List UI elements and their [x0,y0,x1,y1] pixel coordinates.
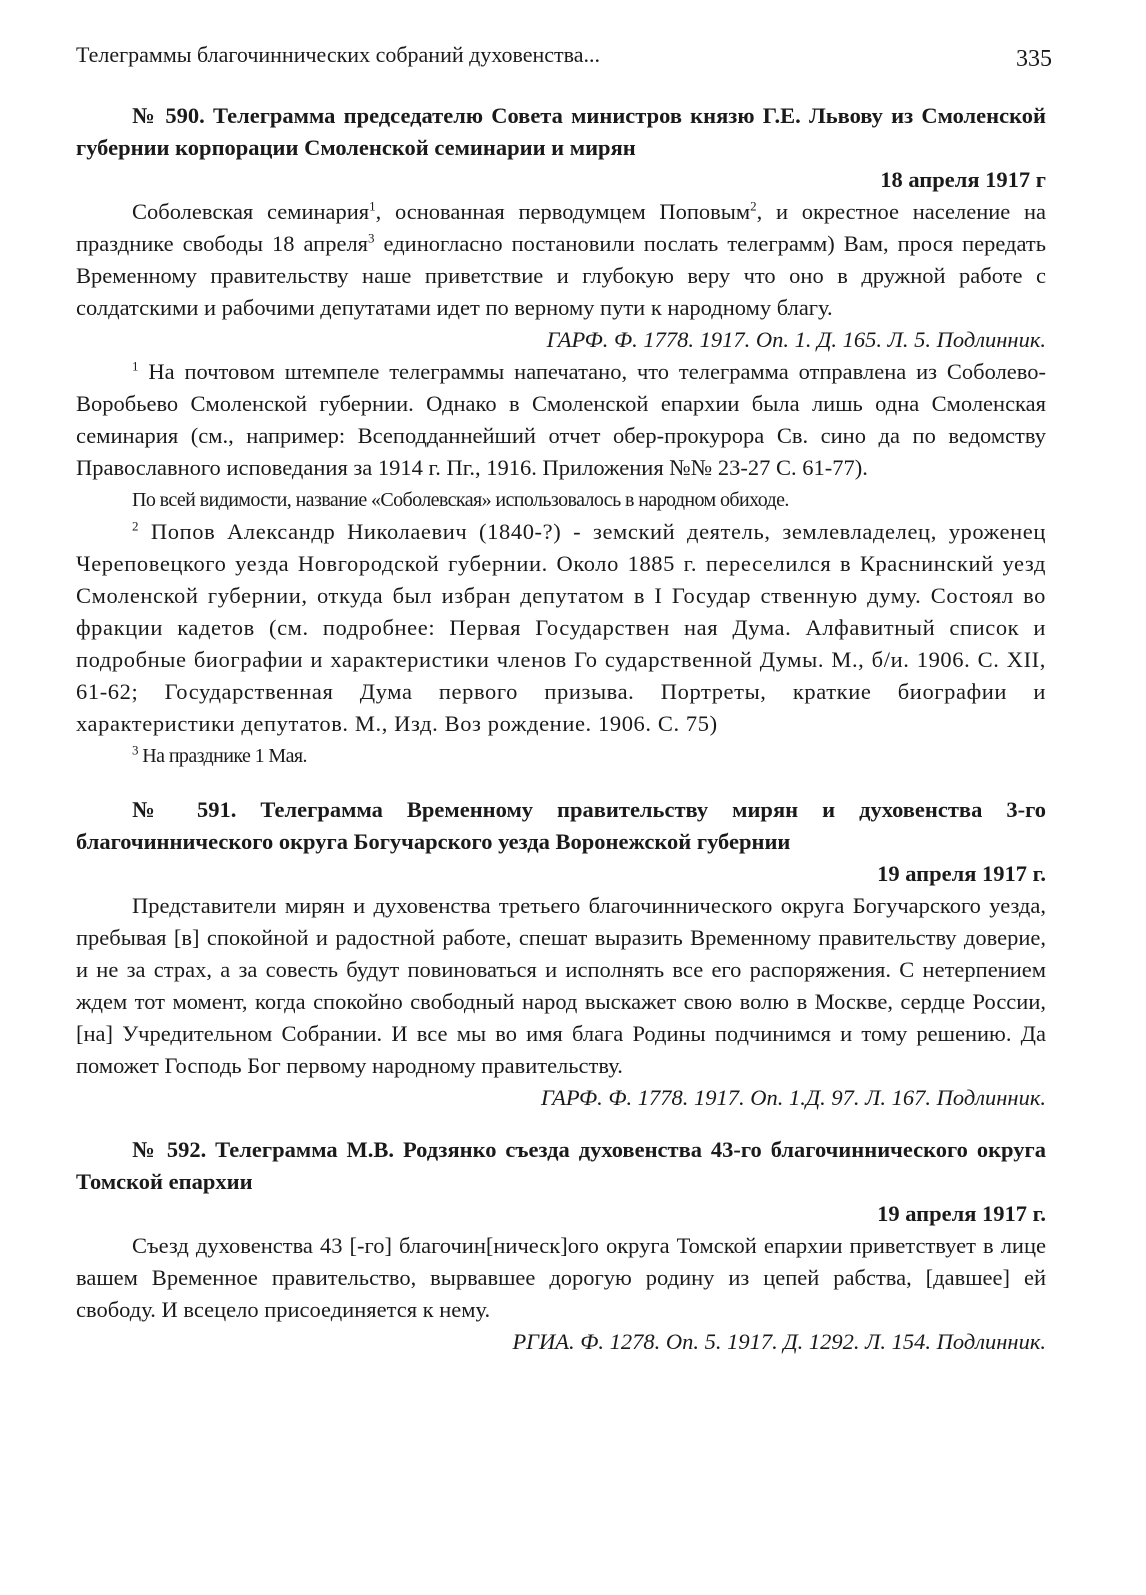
document-591 [76,794,1046,1114]
document-590 [76,100,1046,772]
footnote-1-text: На почтовом штемпеле телеграммы напечатано, что телеграмма отправлена из Соболево-Воробьево Смоленской губернии. Однако в Смоленской епархии была лишь одна Смоленская семинария (см., например: Всеподданнейший отчет обер-прокурора Св. сино да по ведомству Православного исповедания за 1914 г. Пг., 1916. Приложения №№ 23-27 С. 61-77). [76,359,1046,480]
document-592 [76,1134,1046,1358]
doc-592-body: Съезд духовенства 43 [-го] благочин[ническ]ого округа Томской епархии приветствует в лице вашем Временное правительство, вырвавшее дорогую родину из цепей рабства, [давшее] ей свободу. И всецело присоединяется к нему. [76,1233,1046,1322]
doc-592-title: № 592. Телеграмма М.В. Родзянко съезда духовенства 43-го благочиннического округа Томской епархии [76,1137,1046,1194]
running-title: Телеграммы благочиннических собраний духовенства... [76,42,601,67]
footnote-3 [76,740,1046,772]
footnote-ref-2: 2 [750,198,757,214]
body-text-part: , основанная перводумцем Поповым [375,199,751,224]
footnote-mark-1: 1 [132,358,139,374]
footnote-ref-3: 3 [368,230,375,246]
doc-590-source: ГАРФ. Ф. 1778. 1917. Оп. 1. Д. 165. Л. 5. Подлинник. [546,327,1046,352]
footnote-2-text: Попов Александр Николаевич (1840-?) - земский деятель, землевладелец, уроженец Череповецкого уезда Новгородской губернии. Около 1885 г. переселился в Краснинский уезд Смоленской губернии, откуда был избран депутатом в I Государ ственную думу. Состоял во фракции кадетов (см. подробнее: Первая Государствен ная Дума. Алфавитный список и подробные биографии и характеристики членов Го сударственной Думы. М., б/и. 1906. С. XII, 61-62; Государственная Дума первого призыва. Портреты, краткие биографии и характеристики депутатов. М., Изд. Воз рождение. 1906. С. 75) [76,519,1046,736]
footnote-2 [76,516,1046,740]
footnote-3-text: На празднике 1 Мая. [137,745,307,767]
doc-592-source: РГИА. Ф. 1278. Оп. 5. 1917. Д. 1292. Л. 154. Подлинник. [512,1329,1046,1354]
body-text-part: , и окрестное население на празднике свободы 18 апреля [76,199,1046,256]
doc-591-title: № 591. Телеграмма Временному правительству мирян и духовенства 3-го благочиннического округа Богучарского уезда Воронежской губернии [76,797,1046,854]
doc-590-body [76,196,1046,324]
doc-592-date: 19 апреля 1917 г. [877,1201,1046,1226]
doc-590-date: 18 апреля 1917 г [880,167,1046,192]
body-text-part: единогласно постановили послать телеграмм) Вам, прося передать Временному правительству наше приветствие и глубокую веру что оно в дружной работе с солдатскими и рабочими депутатами идет по верному пути к народному благу. [76,231,1046,320]
doc-591-source: ГАРФ. Ф. 1778. 1917. Оп. 1.Д. 97. Л. 167. Подлинник. [541,1085,1046,1110]
page-number: 335 [1016,46,1052,72]
doc-591-date: 19 апреля 1917 г. [877,861,1046,886]
doc-590-title: № 590. Телеграмма председателю Совета министров князю Г.Е. Львову из Смоленской губернии корпорации Смоленской семинарии и мирян [76,103,1046,160]
footnote-1-continuation: По всей видимости, название «Соболевская» использовалось в народном обиходе. [132,489,789,511]
page-header [76,30,1052,80]
footnote-ref-1: 1 [369,198,376,214]
footnote-1 [76,356,1046,484]
footnote-mark-2: 2 [132,518,140,534]
footnote-mark-3: 3 [132,742,138,758]
doc-591-body: Представители мирян и духовенства третьего благочиннического округа Богучарского уезда, пребывая [в] спокойной и радостной работе, спешат выразить Временному правительству доверие, и не за страх, а за совесть будут повиноваться и исполнять все его распоряжения. С нетерпением ждем тот момент, когда спокойно свободный народ выскажет свою волю в Москве, сердце России, [на] Учредительном Собрании. И все мы во имя блага Родины подчинимся и тому решению. Да поможет Господь Бог первому народному правительству. [76,893,1046,1078]
body-text-part: Соболевская семинария [132,199,370,224]
